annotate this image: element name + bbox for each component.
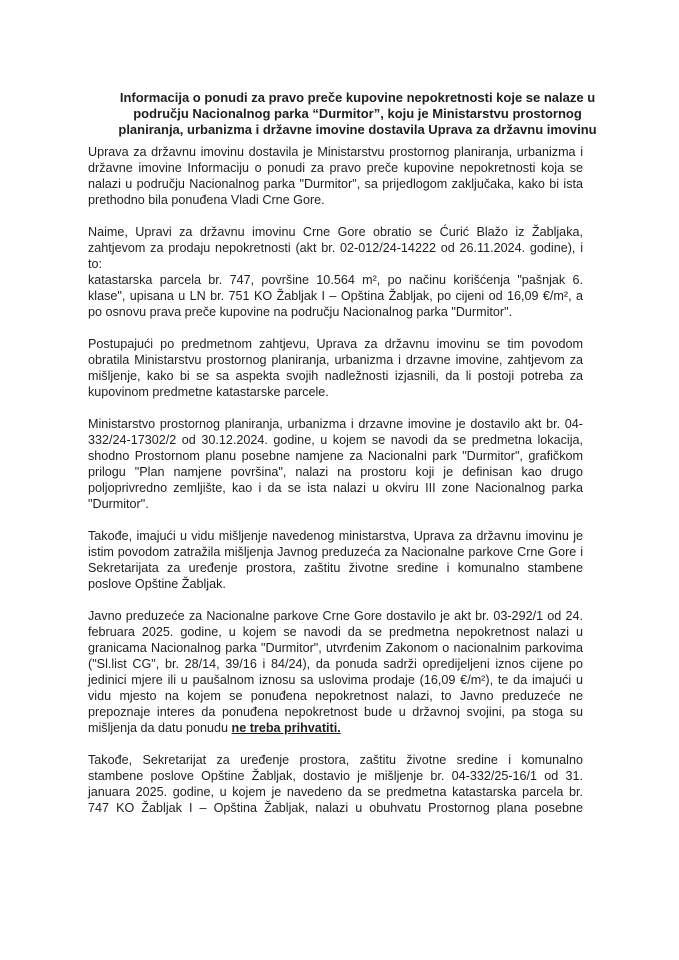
text-line bbox=[88, 160, 583, 176]
text-line bbox=[88, 768, 583, 784]
text-line bbox=[88, 368, 583, 384]
text-line bbox=[88, 384, 583, 400]
text-line bbox=[88, 720, 583, 736]
line-text: nalazi u području Nacionalnog parka "Durmitor", sa prijedlogom zaključaka, kako bi ista bbox=[88, 177, 583, 191]
line-text: 332/24-17302/2 od 30.12.2024. godine, u kojem se navodi da se predmetna lokacija, bbox=[88, 433, 583, 447]
document-body bbox=[88, 144, 583, 832]
line-text: shodno Prostornom planu posebne namjene za Nacionalni park "Durmitor", grafičkom bbox=[88, 449, 583, 463]
text-line bbox=[88, 528, 583, 544]
line-text: poslove Opštine Žabljak. bbox=[88, 577, 226, 591]
emphasis-text: ne treba prihvatiti. bbox=[231, 721, 341, 735]
paragraph bbox=[88, 224, 583, 320]
line-text: Javno preduzeće za Nacionalne parkove Crne Gore dostavilo je akt br. 03-292/1 od 24. bbox=[88, 609, 583, 623]
paragraph bbox=[88, 416, 583, 512]
text-line bbox=[88, 336, 583, 352]
line-text: mišljenje, kako bi se sa aspekta svojih nadležnosti izjasnili, da li postoji potreba za bbox=[88, 369, 583, 383]
text-line bbox=[88, 576, 583, 592]
text-line bbox=[88, 432, 583, 448]
text-line bbox=[88, 608, 583, 624]
line-text: Sekretarijata za uređenje prostora, zaštitu životne sredine i komunalno stambene bbox=[88, 561, 583, 575]
text-line bbox=[88, 640, 583, 656]
text-line bbox=[88, 352, 583, 368]
line-text: 747 KO Žabljak I – Opština Žabljak, nalazi u obuhvatu Prostornog plana posebne bbox=[88, 801, 583, 815]
paragraph bbox=[88, 528, 583, 592]
text-line bbox=[88, 288, 583, 304]
line-text: to: bbox=[88, 257, 103, 271]
paragraph bbox=[88, 144, 583, 208]
title-line: području Nacionalnog parka “Durmitor”, koju je Ministarstvu prostornog bbox=[133, 106, 582, 121]
line-text: zahtjevom za prodaju nepokretnosti (akt br. 02-012/24-14222 od 26.11.2024. godine), i bbox=[88, 241, 583, 255]
paragraph bbox=[88, 752, 583, 816]
text-line bbox=[88, 240, 583, 256]
line-text: januara 2025. godine, u kojem je navedeno da se predmetna katastarska parcela br. bbox=[88, 785, 583, 799]
text-line bbox=[88, 464, 583, 480]
text-line bbox=[88, 544, 583, 560]
line-text: obratila Ministarstvu prostornog planiranja, urbanizma i drzavne imovine, zahtjevom za bbox=[88, 353, 583, 367]
line-text: prilogu "Plan namjene površina", nalazi na prostoru koji je definisan kao drugo bbox=[88, 465, 583, 479]
text-line bbox=[88, 784, 583, 800]
line-text: granicama Nacionalnog parka "Durmitor", utvrđenim Zakonom o nacionalnim parkovima bbox=[88, 641, 583, 655]
paragraph bbox=[88, 336, 583, 400]
document-title bbox=[70, 90, 645, 138]
text-line bbox=[88, 416, 583, 432]
line-text: državne imovine Informaciju o ponudi za pravo preče kupovine nepokretnosti koja se bbox=[88, 161, 583, 175]
text-line bbox=[88, 256, 583, 272]
line-text: Naime, Upravi za državnu imovinu Crne Gore obratio se Ćurić Blažo iz Žabljaka, bbox=[88, 225, 583, 239]
text-line bbox=[88, 672, 583, 688]
text-line bbox=[88, 448, 583, 464]
line-text: po osnovu prava preče kupovine na području Nacionalnog parka "Durmitor". bbox=[88, 305, 513, 319]
text-line bbox=[88, 272, 583, 288]
title-line: planiranja, urbanizma i državne imovine dostavila Uprava za državnu imovinu bbox=[118, 122, 597, 137]
title-line: Informacija o ponudi za pravo preče kupovine nepokretnosti koje se nalaze u bbox=[119, 90, 596, 105]
line-text: mišljenja da datu ponudu bbox=[88, 721, 232, 735]
line-text: jedinici mjere ili u paušalnom iznosu sa uslovima prodaje (16,09 €/m²), te da imajući u bbox=[88, 673, 583, 687]
line-text: prepoznaje interes da ponuđena nepokretnost bude u državnoj svojini, pa stoga su bbox=[88, 705, 583, 719]
line-text: kupovinom predmetne katastarske parcele. bbox=[88, 385, 329, 399]
line-text: Uprava za državnu imovinu dostavila je Ministarstvu prostornog planiranja, urbanizma i bbox=[88, 145, 583, 159]
text-line bbox=[88, 192, 583, 208]
text-line bbox=[88, 704, 583, 720]
text-line bbox=[88, 800, 583, 816]
text-line bbox=[88, 176, 583, 192]
line-text: Ministarstvo prostornog planiranja, urbanizma i drzavne imovine je dostavilo akt br. 04- bbox=[88, 417, 583, 431]
text-line bbox=[88, 656, 583, 672]
line-text: ("Sl.list CG", br. 28/14, 39/16 i 84/24), da ponuda sadrži opredijeljeni iznos cijene po bbox=[88, 657, 583, 671]
text-line bbox=[88, 624, 583, 640]
line-text: Takođe, Sekretarijat za uređenje prostora, zaštitu životne sredine i komunalno bbox=[88, 753, 583, 767]
line-text: "Durmitor". bbox=[88, 497, 149, 511]
line-text: poljoprivredno zemljište, kao i da se ista nalazi u okviru III zone Nacionalnog parka bbox=[88, 481, 583, 495]
line-text: istim povodom zatražila mišljenja Javnog preduzeća za Nacionalne parkove Crne Gore i bbox=[88, 545, 583, 559]
text-line bbox=[88, 496, 583, 512]
line-text: Postupajući po predmetnom zahtjevu, Uprava za državnu imovinu se tim povodom bbox=[88, 337, 583, 351]
line-text: prethodno bila ponuđena Vladi Crne Gore. bbox=[88, 193, 325, 207]
line-text: katastarska parcela br. 747, površine 10.564 m², po načinu korišćenja "pašnjak 6. bbox=[88, 273, 583, 287]
text-line bbox=[88, 560, 583, 576]
text-line bbox=[88, 752, 583, 768]
line-text: stambene poslove Opštine Žabljak, dostavio je mišljenje br. 04-332/25-16/1 od 31. bbox=[88, 769, 583, 783]
text-line bbox=[88, 224, 583, 240]
line-text: februara 2025. godine, u kojem se navodi da se predmetna nepokretnost nalazi u bbox=[88, 625, 583, 639]
text-line bbox=[88, 144, 583, 160]
line-text: klase", upisana u LN br. 751 KO Žabljak I – Opština Žabljak, po cijeni od 16,09 €/m², a bbox=[88, 289, 583, 303]
paragraph bbox=[88, 608, 583, 736]
text-line bbox=[88, 480, 583, 496]
line-text: vidu mjesto na kojem se ponuđena nepokretnost nalazi, to Javno preduzeće ne bbox=[88, 689, 583, 703]
text-line bbox=[88, 304, 583, 320]
line-text: Takođe, imajući u vidu mišljenje navedenog ministarstva, Uprava za državnu imovinu je bbox=[88, 529, 583, 543]
text-line bbox=[88, 688, 583, 704]
